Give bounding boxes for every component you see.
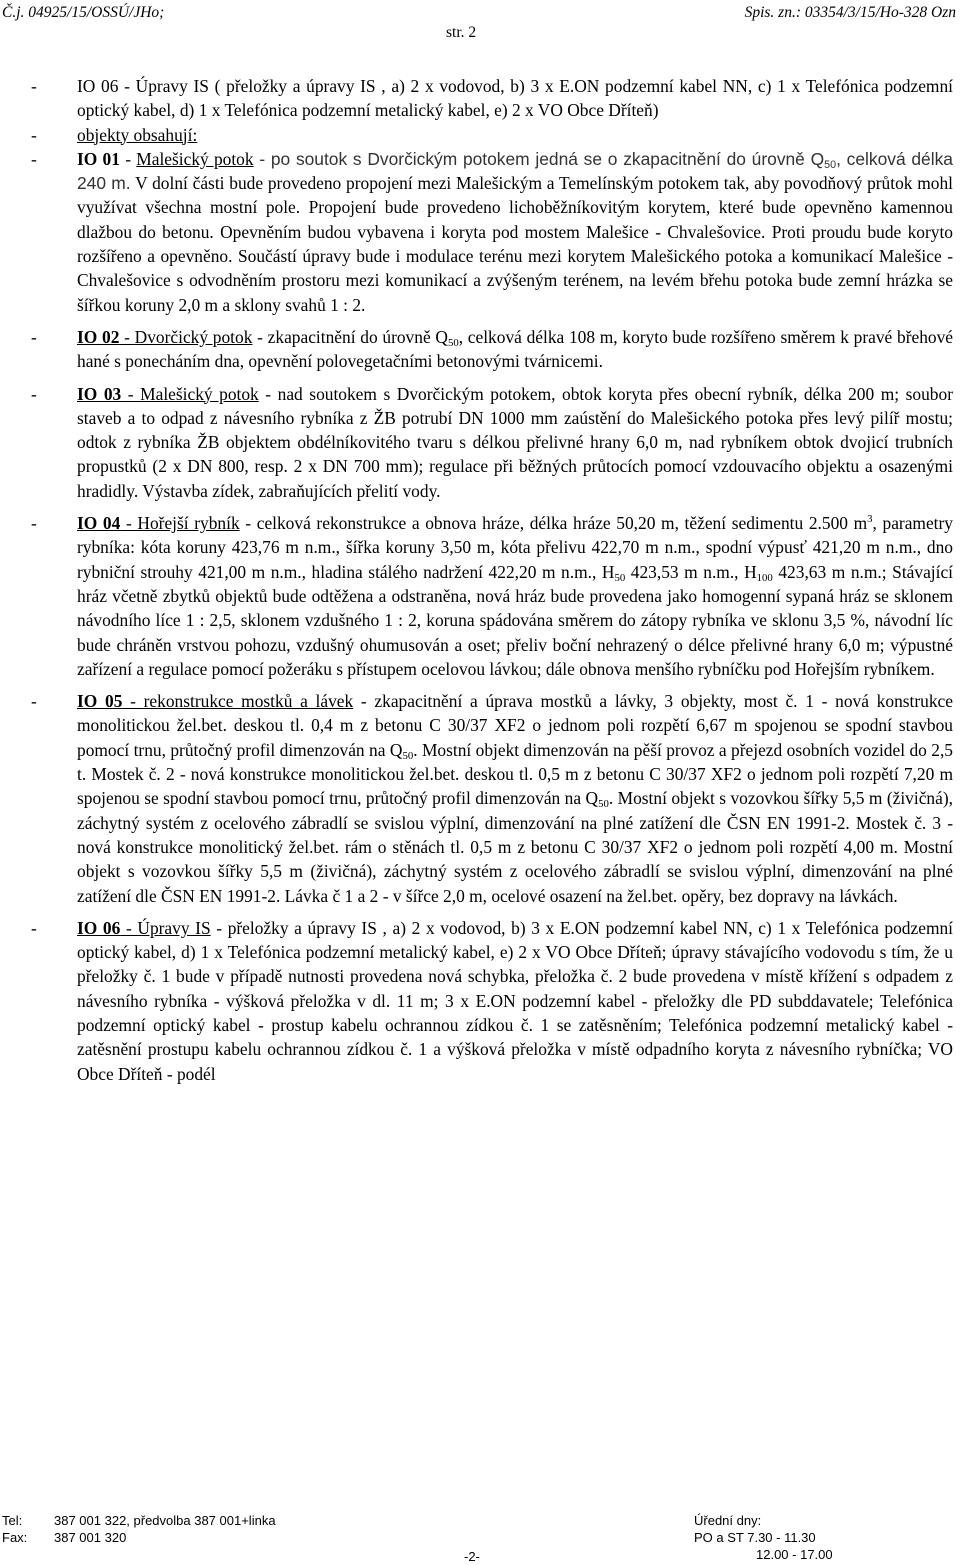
object-name: rekonstrukce mostků a lávek [143, 691, 354, 712]
document-body [31, 74, 953, 1094]
bullet-dash: - [31, 917, 37, 938]
text-fragment: - zkapacitnění a úprava mostků a lávky, 3 objekty, most č. 1 - nová konstrukce monolitickou žel.bet. deskou tl. 0,4 m z betonu C 30/37 XF2 o jednom poli rozpětí 6,67 m spojenou se spodní stavbou pomocí trnu, průtočný profil dimenzován na Q [77, 691, 953, 760]
object-name: Malešický potok [136, 148, 254, 169]
list-item-objects-heading [31, 123, 953, 147]
separator: - [120, 513, 138, 534]
office-hours-title: Úřední dny: [694, 1513, 762, 1528]
bullet-dash: - [31, 124, 37, 145]
object-code: IO 04 [77, 513, 121, 534]
object-code: IO 02 [77, 326, 120, 347]
text-fragment: - celková rekonstrukce a obnova hráze, délka hráze 50,20 m, těžení sedimentu 2.500 m [239, 513, 868, 534]
text-fragment: - zkapacitnění do úrovně Q [252, 326, 448, 347]
bullet-dash: - [31, 326, 37, 347]
object-code: IO 01 [77, 148, 120, 169]
office-hours-extra: 12.00 - 17.00 [756, 1547, 833, 1562]
text-fragment: V dolní části bude provedeno propojení mezi Malešickým a Temelínským potokem tak, aby povodňový průtok mohl využívat všechna mostní pole. Propojení bude provedeno lichoběžníkovitým korytem, které bude opevněno kamennou dlažbou do betonu. Opevněním budou vybavena i koryta pod mostem Malešice - Chvalešovice. Proti proudu bude koryto rozšířeno a opevněno. Součástí úpravy bude i modulace terénu mezi korytem Malešického potoka a komunikací Malešice - Chvalešovice s odvodněním prostoru mezi komunikací a zvýšeným terénem, na levém břehu potoka bude zemní hrázka se šířkou koruny 2,0 m a sklony svahů 1 : 2. [77, 173, 954, 315]
paragraph-text [77, 382, 953, 503]
object-name: Dvorčický potok [134, 326, 253, 347]
bullet-dash: - [31, 383, 37, 404]
separator: - [122, 691, 144, 712]
footer-contact [2, 1512, 276, 1546]
page-label: str. 2 [446, 24, 477, 41]
subscript: 50 [614, 571, 626, 584]
text-fragment: 423,63 m n.m.; Stávající hráz včetně zbytků objektů bude odtěžena a odstraněna, nová hráz bude provedena jako homogenní sypaná hráz se sklonem návodního líce 1 : 2,5, sklonem vzdušného 1 : 2, koruna spádována směrem do zátopy rybníka ve sklonu 3,5 %, návodní líc bude chráněn vrstvou pohozu, vzdušný ohumusován a oset; přeliv boční nehrazený o délce přelivné hrany 6,0 m; výpustné zařízení a regulace pomocí požeráku s přístupem ocelovou lávkou; dále obnova menšího rybníčku pod Hořejším rybníkem. [77, 561, 954, 679]
fax-value: 387 001 320 [54, 1530, 127, 1545]
footer-office-hours [694, 1512, 833, 1563]
paragraph-text [77, 689, 953, 908]
text-fragment: . Mostní objekt dimenzován na pěší provoz a přejezd osobních vozidel do 2,5 t. Mostek č. 2 - nová konstrukce monolitickou žel.bet. deskou tl. 0,5 m z betonu C 30/37 XF2 o jednom poli rozpětí 7,20 m spojenou se spodní stavbou pomocí trnu, průtočný profil dimenzován na Q [77, 739, 953, 809]
bullet-dash: - [31, 148, 37, 169]
text-fragment: , celková délka 240 m. [77, 148, 953, 194]
paragraph-text [77, 916, 953, 1086]
list-item-io02 [31, 325, 953, 374]
paragraph-text [77, 325, 953, 374]
subscript: 50 [598, 798, 609, 811]
list-item-io01 [31, 147, 953, 317]
objects-heading: objekty obsahují: [77, 124, 198, 145]
object-code: IO 06 [77, 917, 121, 938]
paragraph-text [77, 147, 953, 317]
list-item-io06 [31, 916, 953, 1086]
footer-fax-line [2, 1529, 276, 1546]
list-item-io03 [31, 382, 953, 503]
tel-value: 387 001 322, předvolba 387 001+linka [54, 1513, 276, 1528]
office-hours-days: PO a ST 7.30 - 11.30 [694, 1530, 816, 1545]
bullet-dash: - [31, 76, 37, 96]
text-fragment: - nad soutokem s Dvorčickým potokem, obtok koryta přes obecní rybník, délka 200 m; soubor staveb a to odpad z návesního rybníka z ŽB potrubí DN 1000 mm zaústění do Malešického potoka přes levý pilíř mostu; odtok z rybníka ŽB objektem obdélníkovitého tvaru s délkou přelivné hrany 6,0 m, nad rybníkem obtok dvojicí trubních propustků (2 x DN 800, resp. 2 x DN 700 mm); regulace při běžných průtocích pomocí vzdouvacího objektu a osazenými hradidly. Výstavba zídek, zabraňujících přelití vody. [77, 383, 953, 501]
file-reference: Spis. zn.: 03354/3/15/Ho-328 Ozn [744, 4, 956, 21]
object-name: Malešický potok [140, 383, 259, 404]
text-fragment: - přeložky a úpravy IS , a) 2 x vodovod, b) 3 x E.ON podzemní kabel NN, c) 1 x Telefónica podzemní optický kabel, d) 1 x Telefónica podzemní metalický kabel, e) 2 x VO Obce Dříteň; úpravy stávajícího vodovodu s tím, že u přeložky č. 1 bude v případě nutnosti provedena nová schybka, přeložka č. 2 bude provedena v místě křížení s odpadem z návesního rybníka - výšková přeložka v dl. 11 m; 3 x E.ON podzemní kabel - přeložky dle PD subddavatele; Telefónica podzemní optický kabel - prostup kabelu ochrannou zídkou č. 1 se zatěsněním; Telefónica podzemní metalický kabel - zatěsnění prostupu kabelu ochrannou zídkou č. 1 a výšková přeložka v místě odpadního koryta z návesního rybníčka; VO Obce Dříteň - podél [77, 917, 953, 1084]
tel-label: Tel: [2, 1513, 23, 1528]
separator: - [121, 383, 141, 404]
bullet-dash: - [31, 513, 37, 534]
list-item-io06-intro [31, 74, 953, 123]
document-reference: Č.j. 04925/15/OSSÚ/JHo; [2, 4, 165, 21]
object-name: Úpravy IS [137, 917, 211, 938]
bullet-dash: - [31, 691, 37, 712]
list-item-io05 [31, 689, 953, 908]
footer-tel-line [2, 1512, 276, 1529]
separator: - [120, 917, 138, 938]
object-code: IO 03 [77, 383, 122, 404]
separator: - [119, 326, 135, 347]
superscript: 3 [867, 513, 873, 526]
subscript: 100 [756, 571, 773, 584]
subscript: 50 [447, 336, 459, 349]
object-name: Hořejší rybník [137, 513, 240, 534]
paragraph-text [77, 511, 953, 681]
object-code: IO 05 [77, 691, 123, 712]
text-fragment: , celková délka 108 m, koryto bude rozšířeno směrem k pravé břehové hané s ponecháním dna, opevnění polovegetačními betonovými tvárnicemi. [77, 326, 954, 372]
subscript: 50 [402, 749, 414, 762]
text-fragment: 423,53 m n.m., H [625, 561, 757, 582]
fax-label: Fax: [2, 1530, 28, 1545]
list-item-io04 [31, 511, 953, 681]
separator: - [119, 148, 137, 169]
text-fragment: . Mostní objekt s vozovkou šířky 5,5 m (živičná), záchytný systém z ocelového zábradlí se svislou výplní, dimenzování na plné zatížení dle ČSN EN 1991-2. Mostek č. 3 - nová konstrukce monolitický žel.bet. rám o stěnách tl. 0,5 m z betonu C 30/37 XF2 o jednom poli rozpětí 4,00 m. Mostní objekt s vozovkou šířky 5,5 m (živičná), záchytný systém z ocelového zábradlí se svislou výplní, dimenzování na plné zatížení dle ČSN EN 1991-2. Lávka č 1 a 2 - v šířce 2,0 m, ocelové osazení na žel.bet. opěry, bez dopravy na lávkách. [77, 788, 953, 906]
page-number: -2- [464, 1549, 480, 1564]
text-fragment: - po soutok s Dvorčickým potokem jedná se o zkapacitnění do úrovně Q [253, 148, 825, 169]
subscript: 50 [824, 158, 837, 171]
text-fragment: , parametry rybníka: kóta koruny 423,76 m n.m., šířka koruny 3,50 m, kóta přelivu 422,70 m n.m., spodní výpusť 421,20 m n.m., dno rybniční strouhy 421,00 m n.m., hladina stálého nadržení 422,20 m n.m., H [77, 513, 953, 582]
paragraph-text: IO 06 - Úpravy IS ( přeložky a úpravy IS , a) 2 x vodovod, b) 3 x E.ON podzemní kabel NN, c) 1 x Telefónica podzemní optický kabel, d) 1 x Telefónica podzemní metalický kabel, e) 2 x VO Obce Dříteň) [77, 76, 953, 121]
